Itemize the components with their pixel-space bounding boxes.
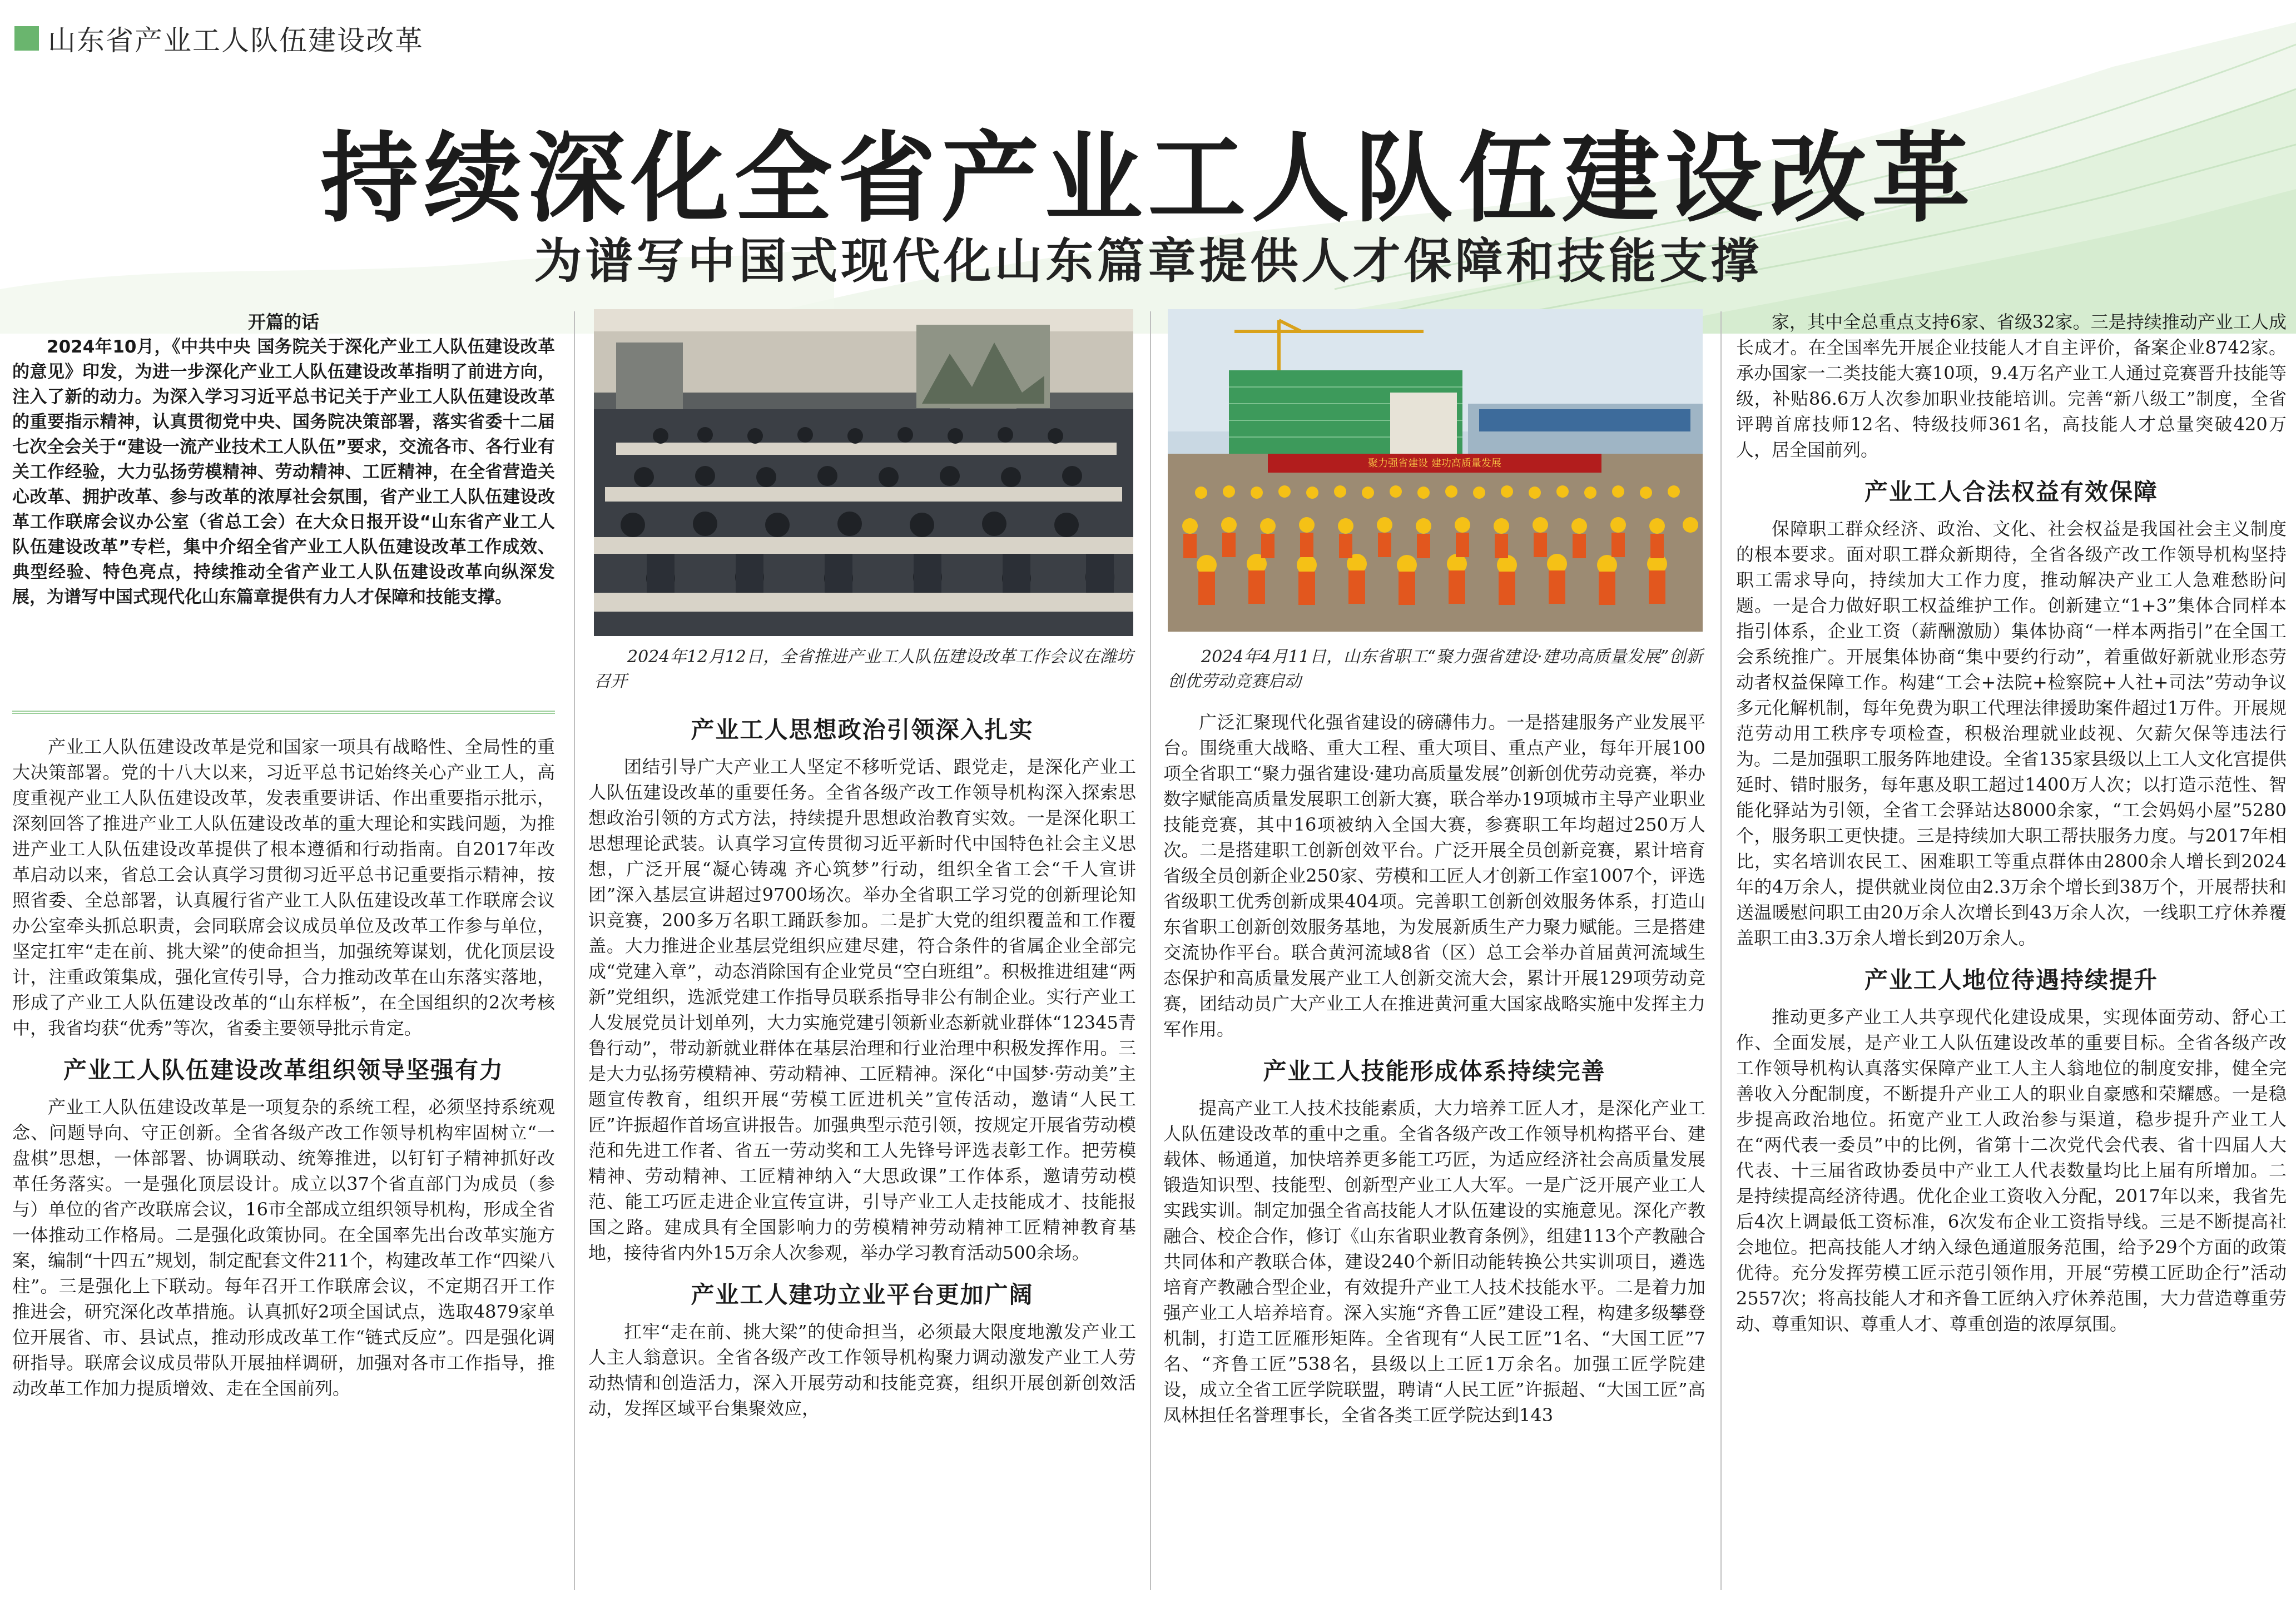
col3-paragraph: 广泛汇聚现代化强省建设的磅礴伟力。一是搭建服务产业发展平台。围绕重大战略、重大工程、重大项目、重点产业，每年开展100项全省职工“聚力强省建设·建功高质量发展”创新创优劳动竞赛，举办数字赋能高质量发展职工创新大赛，联合举办19项城市主导产业职业技能竞赛，其中16项被纳入全国大赛，参赛职工年均超过250万人次。二是搭建职工创新创效平台。广泛开展全员创新竞赛，累计培育省级全员创新企业250家、劳模和工匠人才创新工作室1007个，评选省级职工优秀创新成果404项。完善职工创新创效服务体系，打造山东省职工创新创效服务基地，为发展新质生产力聚力赋能。三是搭建交流协作平台。联合黄河流域8省（区）总工会举办首届黄河流域生态保护和高质量发展产业工人创新交流大会，累计开展129项劳动竞赛，团结动员广大产业工人在推进黄河重大国家战略实施中发挥主力军作用。: [1163, 712, 1705, 1040]
intro-title: 开篇的话: [247, 311, 319, 332]
intro-text: 2024年10月，《中共中央 国务院关于深化产业工人队伍建设改革的意见》印发，为进一步深化产业工人队伍建设改革指明了前进方向，注入了新的动力。为深入学习习近平总书记关于产业工人队伍建设改革的重要指示精神，认真贯彻党中央、国务院决策部署，落实省委十二届七次全会关于“建设一流产业技术工人队伍”要求，交流各市、各行业有关工作经验，大力弘扬劳模精神、劳动精神、工匠精神，在全省营造关心改革、拥护改革、参与改革的浓厚社会氛围，省产业工人队伍建设改革工作联席会议办公室（省总工会）在大众日报开设“山东省产业工人队伍建设改革”专栏，集中介绍全省产业工人队伍建设改革工作成效、典型经验、特色亮点，持续推动全省产业工人队伍建设改革向纵深发展，为谱写中国式现代化山东篇章提供有力人才保障和技能支撑。: [12, 337, 555, 607]
col2-paragraph: 团结引导广大产业工人坚定不移听党话、跟党走，是深化产业工人队伍建设改革的重要任务。全省各级产改工作领导机构深入探索思想政治引领的方式方法，持续提升思想政治教育实效。一是深化职工思想理论武装。认真学习宣传贯彻习近平新时代中国特色社会主义思想，广泛开展“凝心铸魂 齐心筑梦”行动，组织全省工会“千人宣讲团”深入基层宣讲超过9700场次。举办全省职工学习党的创新理论知识竞赛，200多万名职工踊跃参加。二是扩大党的组织覆盖和工作覆盖。大力推进企业基层党组织应建尽建，符合条件的省属企业全部完成“党建入章”，动态消除国有企业党员“空白班组”。积极推进组建“两新”党组织，选派党建工作指导员联系指导非公有制企业。实行产业工人发展党员计划单列，大力实施党建引领新业态新就业群体“12345青鲁行动”，带动新就业群体在基层治理和行业治理中积极发挥作用。三是大力弘扬劳模精神、劳动精神、工匠精神。深化“中国梦·劳动美”主题宣传教育，组织开展“劳模工匠进机关”宣传活动，邀请“人民工匠”许振超作首场宣讲报告。加强典型示范引领，按规定开展省劳动模范和先进工作者、省五一劳动奖和工人先锋号评选表彰工作。把劳模精神、劳动精神、工匠精神纳入“大思政课”工作体系，邀请劳动模范、能工巧匠走进企业宣传宣讲，引导产业工人走技能成才、技能报国之路。建成具有全国影响力的劳模精神劳动精神工匠精神教育基地，接待省内外15万余人次参观，举办学习教育活动500余场。: [588, 756, 1136, 1263]
section-tag: [14, 16, 424, 61]
column-divider: [574, 311, 575, 1590]
section-tag-square-icon: [14, 26, 39, 51]
col1-paragraph: 产业工人队伍建设改革是党和国家一项具有战略性、全局性的重大决策部署。党的十八大以来，习近平总书记始终关心产业工人，高度重视产业工人队伍建设改革，发表重要讲话、作出重要指示批示，深刻回答了推进产业工人队伍建设改革的重大理论和实践问题，为推进产业工人队伍建设改革提供了根本遵循和行动指南。自2017年改革启动以来，省总工会认真学习贯彻习近平总书记重要指示精神，按照省委、全总部署，认真履行省产业工人队伍建设改革工作联席会议办公室牵头抓总职责，会同联席会议成员单位及改革工作参与单位，坚定扛牢“走在前、挑大梁”的使命担当，加强统筹谋划，优化顶层设计，注重政策集成，强化宣传引导，合力推动改革在山东落实落地，形成了产业工人队伍建设改革的“山东样板”，在全国组织的2次考核中，我省均获“优秀”等次，省委主要领导批示肯定。: [12, 736, 555, 1039]
col2-heading: 产业工人思想政治引领深入扎实: [691, 716, 1034, 743]
col4-paragraph: 家，其中全总重点支持6家、省级32家。三是持续推动产业工人成长成才。在全国率先开展企业技能人才自主评价，备案企业8742家。承办国家一二类技能大赛10项，9.4万名产业工人通过竞赛晋升技能等级，补贴86.6万人次参加职业技能培训。完善“新八级工”制度，全省评聘首席技师12名、特级技师361名，高技能人才总量突破420万人，居全国前列。: [1736, 311, 2287, 460]
col2-paragraph: 扛牢“走在前、挑大梁”的使命担当，必须最大限度地激发产业工人主人翁意识。全省各级产改工作领导机构聚力调动激发产业工人劳动热情和创造活力，深入开展劳动和技能竞赛，组织开展创新创效活动，发挥区域平台集聚效应，: [588, 1321, 1136, 1419]
column-divider: [1150, 311, 1151, 1590]
column-4: [1736, 309, 2287, 1590]
col4-heading: 产业工人地位待遇持续提升: [1864, 966, 2158, 994]
col2-heading: 产业工人建功立业平台更加广阔: [691, 1281, 1034, 1308]
meeting-photo-caption: 2024年12月12日，全省推进产业工人队伍建设改革工作会议在潍坊召开: [594, 647, 1133, 691]
construction-photo: [1168, 309, 1703, 632]
col3-heading: 产业工人技能形成体系持续完善: [1263, 1058, 1606, 1085]
construction-photo-caption: 2024年4月11日，山东省职工“聚力强省建设·建功高质量发展”创新创优劳动竞赛启动: [1168, 647, 1703, 691]
intro-box: [12, 309, 555, 705]
col1-heading: 产业工人队伍建设改革组织领导坚强有力: [63, 1056, 504, 1084]
column-1: [12, 734, 555, 1590]
intro-divider: [12, 711, 555, 714]
section-tag-label: 山东省产业工人队伍建设改革: [48, 24, 424, 57]
banner-text: 聚力强省建设 建功高质量发展: [1368, 458, 1501, 469]
column-3: [1163, 709, 1705, 1590]
headline: 持续深化全省产业工人队伍建设改革: [320, 122, 1976, 236]
col1-paragraph: 产业工人队伍建设改革是一项复杂的系统工程，必须坚持系统观念、问题导向、守正创新。全省各级产改工作领导机构牢固树立“一盘棋”思想，一体部署、协调联动、统筹推进，以钉钉子精神抓好改革任务落实。一是强化顶层设计。成立以37个省直部门为成员（参与）单位的省产改联席会议，16市全部成立组织领导机构，形成全省一体推动工作格局。二是强化政策协同。在全国率先出台改革实施方案，编制“十四五”规划，制定配套文件211个，构建改革工作“四梁八柱”。三是强化上下联动。每年召开工作联席会议，不定期召开工作推进会，研究深化改革措施。认真抓好2项全国试点，选取4879家单位开展省、市、县试点，推动形成改革工作“链式反应”。四是强化调研指导。联席会议成员带队开展抽样调研，加强对各市工作指导，推动改革工作加力提质增效、走在全国前列。: [12, 1096, 555, 1399]
col4-paragraph: 推动更多产业工人共享现代化建设成果，实现体面劳动、舒心工作、全面发展，是产业工人队伍建设改革的重要目标。全省各级产改工作领导机构认真落实保障产业工人主人翁地位的制度安排，健全完善收入分配制度，不断提升产业工人的职业自豪感和荣耀感。一是稳步提高政治地位。拓宽产业工人政治参与渠道，稳步提升产业工人在“两代表一委员”中的比例，省第十二次党代会代表、省十四届人大代表、十三届省政协委员中产业工人代表数量均比上届有所增加。二是持续提高经济待遇。优化企业工资收入分配，2017年以来，我省先后4次上调最低工资标准，6次发布企业工资指导线。三是不断提高社会地位。把高技能人才纳入绿色通道服务范围，给予29个方面的政策优待。充分发挥劳模工匠示范引领作用，开展“劳模工匠助企行”活动2557次；将高技能人才和齐鲁工匠纳入疗休养范围，大力营造尊重劳动、尊重知识、尊重人才、尊重创造的浓厚氛围。: [1736, 1006, 2287, 1334]
col3-paragraph: 提高产业工人技术技能素质，大力培养工匠人才，是深化产业工人队伍建设改革的重中之重。全省各级产改工作领导机构搭平台、建载体、畅通道，加快培养更多能工巧匠，为适应经济社会高质量发展锻造知识型、技能型、创新型产业工人大军。一是广泛开展产业工人实践实训。制定加强全省高技能人才队伍建设的实施意见。深化产教融合、校企合作，修订《山东省职业教育条例》，组建113个产教融合共同体和产教联合体，建设240个新旧动能转换公共实训项目，遴选培育产教融合型企业，有效提升产业工人技术技能水平。二是着力加强产业工人培养培育。深入实施“齐鲁工匠”建设工程，构建多级攀登机制，打造工匠雁形矩阵。全省现有“人民工匠”1名、“大国工匠”7名、“齐鲁工匠”538名，县级以上工匠1万余名。加强工匠学院建设，成立全省工匠学院联盟，聘请“人民工匠”许振超、“大国工匠”高凤林担任名誉理事长，全省各类工匠学院达到143: [1163, 1098, 1705, 1426]
column-divider: [1720, 311, 1722, 1590]
col4-heading: 产业工人合法权益有效保障: [1864, 478, 2158, 505]
subheadline: 为谱写中国式现代化山东篇章提供人才保障和技能支撑: [534, 233, 1762, 289]
meeting-photo: [594, 309, 1133, 636]
col4-paragraph: 保障职工群众经济、政治、文化、社会权益是我国社会主义制度的根本要求。面对职工群众新期待，全省各级产改工作领导机构坚持职工需求导向，持续加大工作力度，推动解决产业工人急难愁盼问题。一是合力做好职工权益维护工作。创新建立“1+3”集体合同样本指引体系，企业工资（薪酬激励）集体协商“一样本两指引”在全国工会系统推广。开展集体协商“集中要约行动”，着重做好新就业形态劳动者权益保障工作。构建“工会+法院+检察院+人社+司法”劳动争议多元化解机制，每年免费为职工代理法律援助案件超过1万件。开展规范劳动用工秩序专项检查，积极治理就业歧视、欠薪欠保等违法行为。二是加强职工服务阵地建设。全省135家县级以上工人文化宫提供延时、错时服务，每年惠及职工超过1400万人次；以打造示范性、智能化驿站为引领，全省工会驿站达8000余家，“工会妈妈小屋”5280个，服务职工更快捷。三是持续加大职工帮扶服务力度。与2017年相比，实名培训农民工、困难职工等重点群体由2800余人增长到2024年的4万余人，提供就业岗位由2.3万余个增长到38万个，开展帮扶和送温暖慰问职工由20万余人次增长到43万余人次，一线职工疗休养覆盖职工由3.3万余人增长到20万余人。: [1736, 518, 2287, 949]
column-2: [588, 701, 1136, 1590]
